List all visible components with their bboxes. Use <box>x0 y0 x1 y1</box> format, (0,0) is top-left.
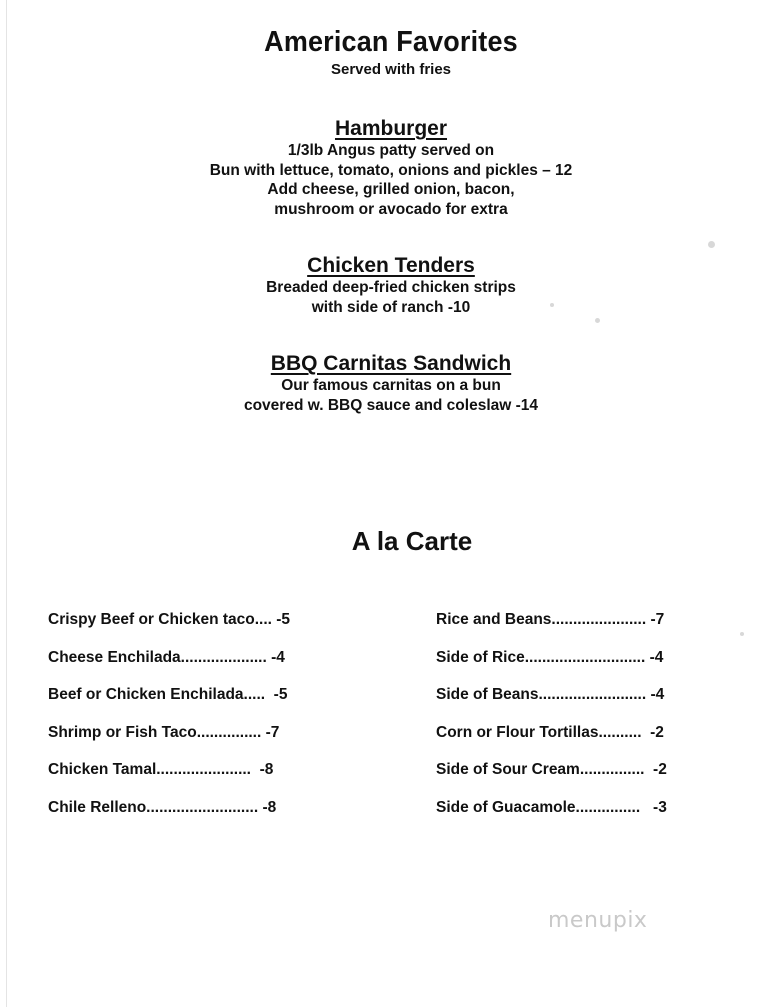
menu-list-item: Side of Guacamole............... -3 <box>436 798 667 816</box>
menu-list-item: Chicken Tamal...................... -8 <box>48 761 274 778</box>
menu-list-item: Corn or Flour Tortillas.......... -2 <box>436 723 664 741</box>
menu-list-item: Cheese Enchilada.................... -4 <box>48 648 285 666</box>
menu-list-item: Beef or Chicken Enchilada..... -5 <box>48 686 288 703</box>
item-description-hamburger <box>0 141 782 219</box>
item-title-bbq-carnitas-sandwich: BBQ Carnitas Sandwich <box>270 352 512 375</box>
menu-list-item: Side of Sour Cream............... -2 <box>436 761 667 778</box>
menu-list-item: Side of Rice............................ -4 <box>436 648 664 666</box>
section-title-a-la-carte: A la Carte <box>351 526 473 556</box>
description-line: Add cheese, grilled onion, bacon, <box>267 181 515 198</box>
description-line: Breaded deep-fried chicken strips <box>266 279 516 296</box>
item-description-chicken-tenders <box>0 278 782 317</box>
description-line: mushroom or avocado for extra <box>274 200 508 218</box>
item-title-chicken-tenders: Chicken Tenders <box>307 254 475 277</box>
description-line: 1/3lb Angus patty served on <box>287 142 495 159</box>
description-line: covered w. BBQ sauce and coleslaw -14 <box>243 396 539 414</box>
item-description-bbq-carnitas-sandwich <box>0 376 782 415</box>
scan-speck <box>740 632 744 636</box>
section-subtitle: Served with fries <box>330 61 452 78</box>
item-title-hamburger: Hamburger <box>334 117 448 140</box>
menupix-watermark: menupix <box>548 908 648 933</box>
scan-speck <box>550 303 554 307</box>
menu-list-item: Rice and Beans...................... -7 <box>436 611 665 628</box>
menu-list-item: Shrimp or Fish Taco............... -7 <box>48 723 280 741</box>
menu-list-item: Side of Beans......................... -4 <box>436 686 665 703</box>
menu-list-item: Chile Relleno.......................... -8 <box>48 798 277 816</box>
a-la-carte-right-column <box>436 611 667 836</box>
scan-speck <box>595 318 600 323</box>
a-la-carte-left-column <box>48 611 290 836</box>
menu-list-item: Crispy Beef or Chicken taco.... -5 <box>48 611 291 628</box>
description-line: Bun with lettuce, tomato, onions and pickles – 12 <box>209 161 573 179</box>
section-title-american-favorites: American Favorites <box>264 26 518 58</box>
scan-speck <box>708 241 715 248</box>
description-line: Our famous carnitas on a bun <box>281 377 501 394</box>
description-line: with side of ranch -10 <box>311 298 471 316</box>
